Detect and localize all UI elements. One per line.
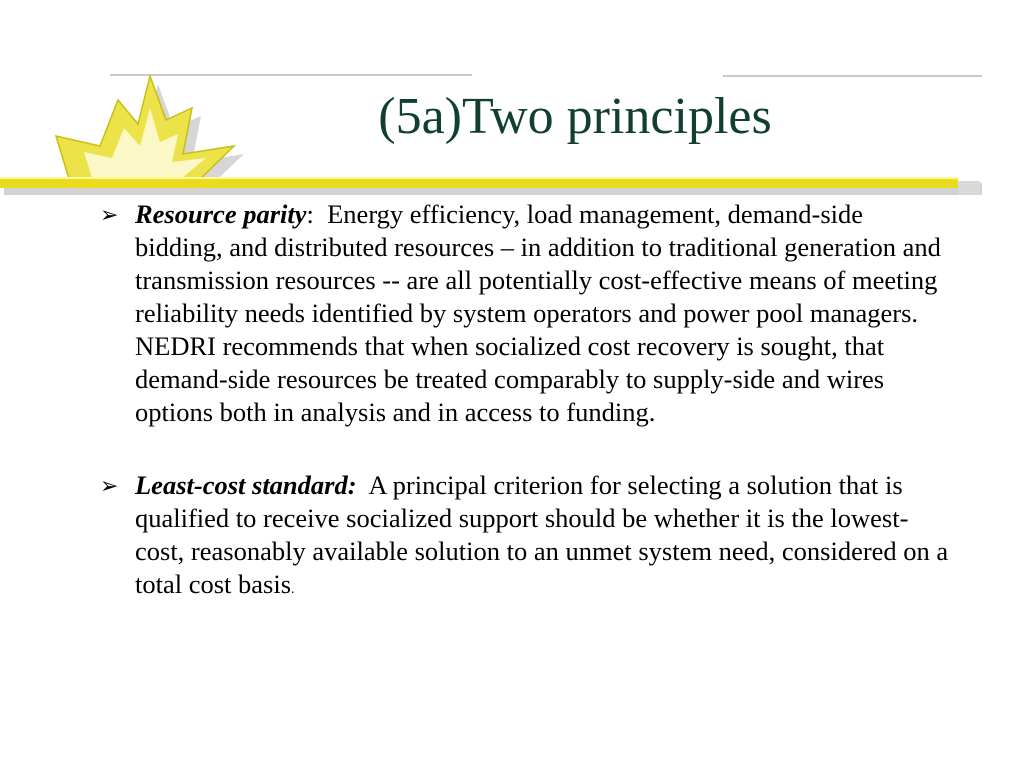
bullet-trailing: . [291, 582, 295, 597]
bullet-term: Resource parity [135, 199, 307, 229]
slide-title: (5a)Two principles [378, 88, 772, 145]
bullet-separator: : [347, 470, 357, 500]
bullet-text: Energy efficiency, load management, demand-side bidding, and distributed resources – in addition to traditional generation and transmission resources -- are all potentially cost-effective means of meeting reliability needs identified by system operators and power pool managers. NEDRI recommends that when socialized cost recovery is sought, that demand-side resources be treated comparably to supply-side and wires options both in analysis and in access to funding. [135, 199, 941, 427]
bullet-least-cost-standard [100, 469, 950, 606]
bullet-term: Least-cost standard [135, 470, 348, 500]
header-bar-highlight [0, 177, 958, 179]
arrow-bullet-icon: ➢ [100, 202, 119, 227]
bullet-resource-parity [100, 198, 950, 429]
header-bar-end [958, 181, 980, 195]
bullet-separator: : [306, 199, 314, 229]
header-bar [0, 178, 958, 188]
bullet-text: A principal criterion for selecting a solution that is qualified to receive socialized support should be whether it is the lowest-cost, reasonably available solution to an unmet system need, considered on a total cost basis [135, 470, 949, 599]
bullet-list [100, 198, 950, 606]
arrow-bullet-icon: ➢ [100, 473, 119, 498]
